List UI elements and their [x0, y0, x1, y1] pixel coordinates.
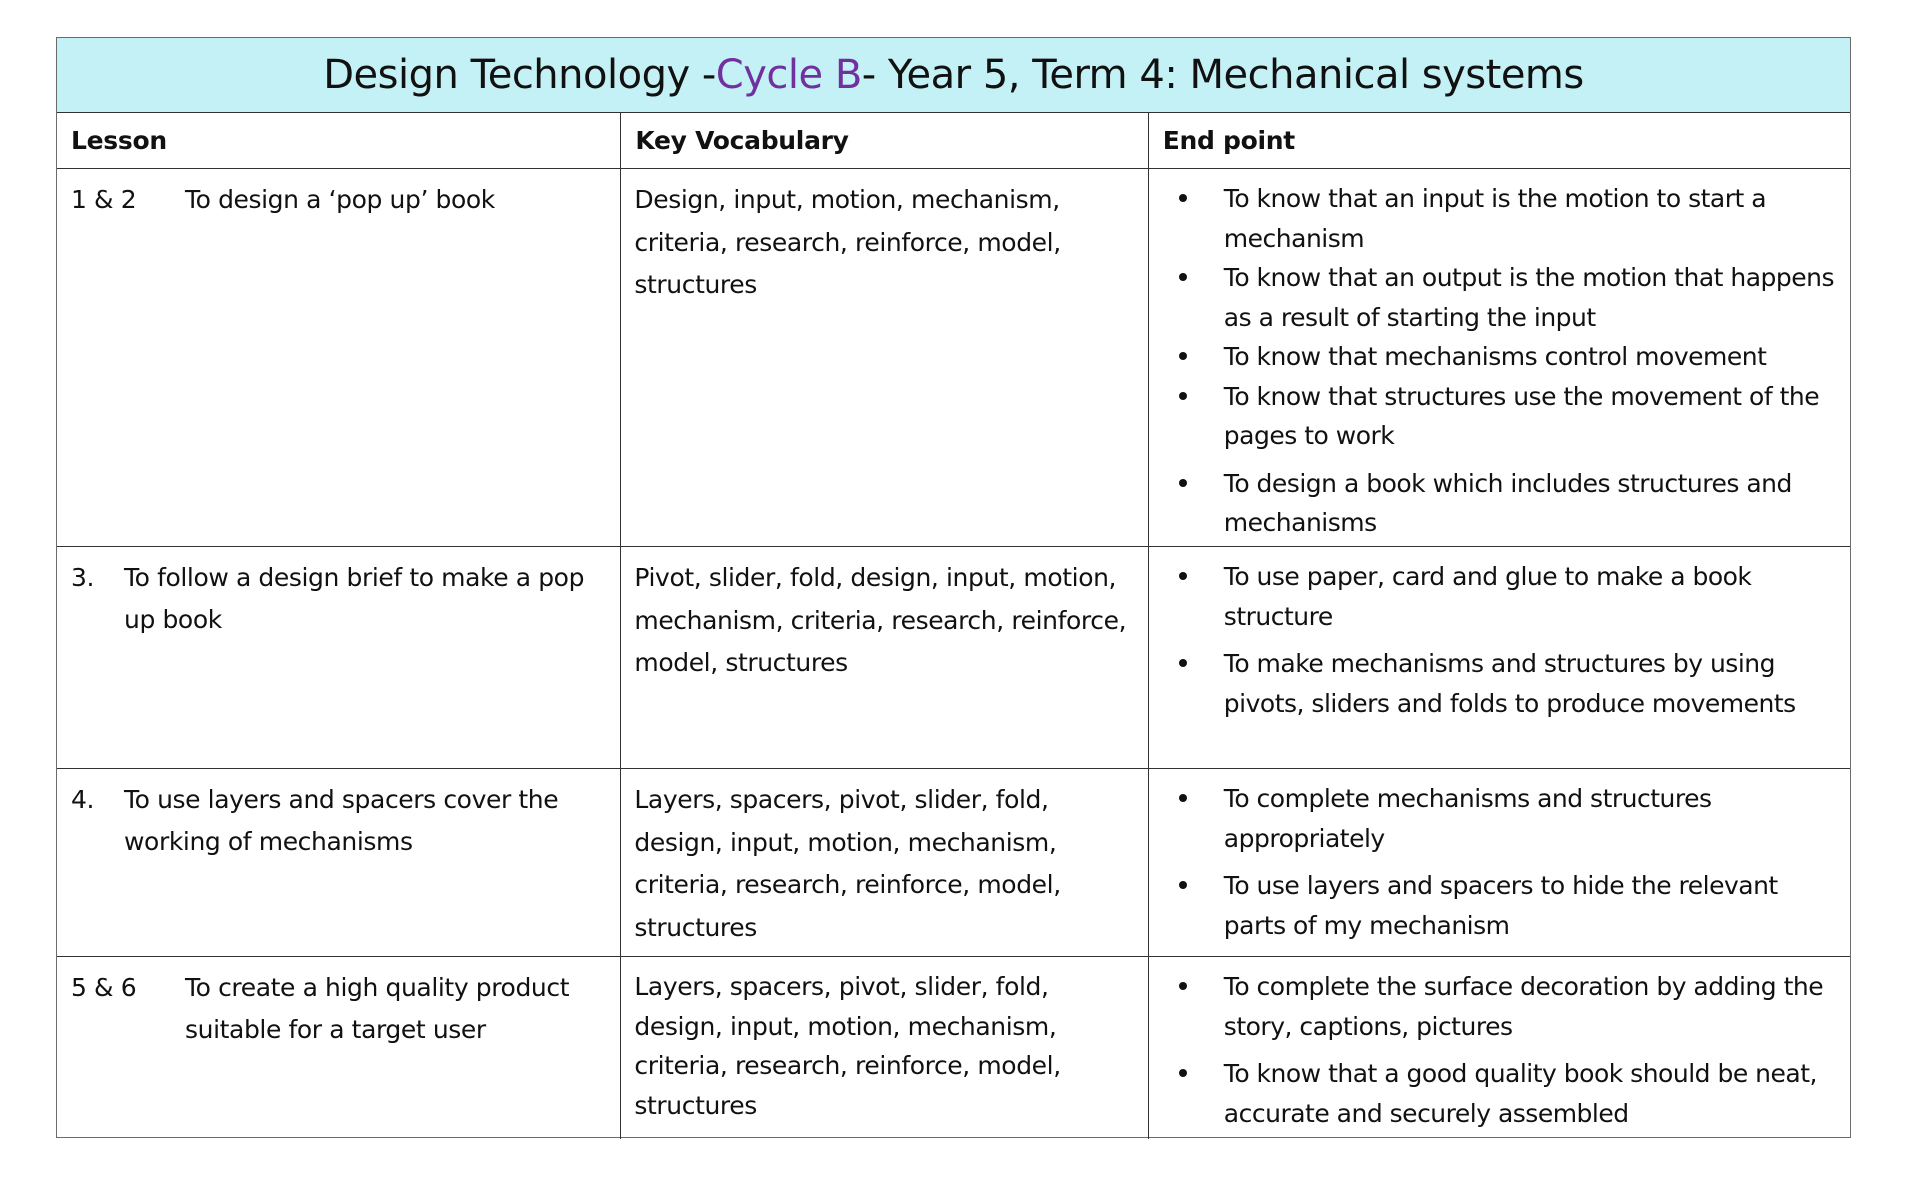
end-point-item	[1149, 258, 1842, 337]
bullet-icon	[1179, 881, 1187, 889]
bullet-icon	[1179, 572, 1187, 580]
end-point-cell	[1149, 769, 1850, 956]
end-point-item	[1149, 337, 1842, 377]
bullet-icon	[1179, 479, 1187, 487]
end-point-item	[1149, 464, 1842, 543]
end-point-text: To complete mechanisms and structures appropriately	[1223, 784, 1712, 853]
lesson-cell	[57, 769, 621, 956]
lesson-title: To create a high quality product suitable for a target user	[185, 973, 570, 1044]
end-point-text: To know that mechanisms control movement	[1223, 342, 1767, 371]
end-point-item	[1149, 1054, 1842, 1133]
end-point-item	[1149, 557, 1842, 636]
end-point-cell	[1149, 957, 1850, 1139]
table-row	[57, 547, 1850, 769]
bullet-icon	[1179, 194, 1187, 202]
column-header-vocabulary: Key Vocabulary	[621, 112, 1148, 168]
end-point-item	[1149, 967, 1842, 1046]
title-suffix: - Year 5, Term 4: Mechanical systems	[861, 52, 1584, 98]
table-row	[57, 769, 1850, 957]
table-body	[57, 112, 1850, 1137]
bullet-icon	[1179, 794, 1187, 802]
end-point-item	[1149, 377, 1842, 456]
column-header-end-point: End point	[1162, 126, 1295, 155]
bullet-icon	[1179, 273, 1187, 281]
end-point-list	[1149, 967, 1842, 1133]
bullet-icon	[1179, 1069, 1187, 1077]
end-point-list	[1149, 179, 1842, 543]
lesson-cell	[57, 957, 621, 1139]
table-header-row	[57, 112, 1850, 169]
lesson-title: To use layers and spacers cover the working of mechanisms	[124, 785, 559, 856]
column-header-lesson: Lesson	[57, 112, 621, 168]
end-point-text: To use paper, card and glue to make a book structure	[1223, 562, 1752, 631]
lesson-title: To design a ‘pop up’ book	[185, 185, 495, 214]
end-point-cell	[1149, 547, 1850, 768]
end-point-text: To know that structures use the movement of the pages to work	[1223, 381, 1820, 450]
table-row	[57, 169, 1850, 547]
end-point-text: To complete the surface decoration by adding the story, captions, pictures	[1223, 972, 1824, 1041]
lesson-cell	[57, 169, 621, 546]
end-point-text: To know that an input is the motion to start a mechanism	[1223, 184, 1767, 253]
end-point-text: To design a book which includes structures and mechanisms	[1223, 468, 1792, 537]
end-point-list	[1149, 779, 1842, 945]
end-point-text: To know that an output is the motion that happens as a result of starting the input	[1223, 263, 1835, 332]
vocabulary-cell: Layers, spacers, pivot, slider, fold, design, input, motion, mechanism, criteria, research, reinforce, model, structures	[621, 769, 1148, 956]
end-point-text: To use layers and spacers to hide the relevant parts of my mechanism	[1223, 871, 1778, 940]
end-point-item	[1149, 179, 1842, 258]
lesson-title: To follow a design brief to make a pop up book	[124, 563, 585, 634]
title-cycle: Cycle B	[715, 52, 862, 98]
end-point-text: To know that a good quality book should be neat, accurate and securely assembled	[1223, 1059, 1817, 1128]
bullet-icon	[1179, 392, 1187, 400]
vocabulary-cell: Pivot, slider, fold, design, input, motion, mechanism, criteria, research, reinforce, model, structures	[621, 547, 1148, 768]
end-point-item	[1149, 779, 1842, 858]
lesson-number: 5 & 6	[71, 973, 137, 1002]
curriculum-table	[56, 37, 1851, 1138]
table-row	[57, 957, 1850, 1139]
end-point-text: To make mechanisms and structures by using pivots, sliders and folds to produce movements	[1223, 649, 1796, 718]
bullet-icon	[1179, 352, 1187, 360]
lesson-number: 3.	[71, 563, 95, 592]
vocabulary-cell: Layers, spacers, pivot, slider, fold, design, input, motion, mechanism, criteria, research, reinforce, model, structures	[621, 957, 1148, 1139]
title-prefix: Design Technology -	[323, 52, 716, 98]
end-point-list	[1149, 557, 1842, 723]
lesson-number: 1 & 2	[71, 185, 137, 214]
bullet-icon	[1179, 982, 1187, 990]
lesson-cell	[57, 547, 621, 768]
end-point-item	[1149, 866, 1842, 945]
page-title	[57, 38, 1850, 113]
end-point-cell	[1149, 169, 1850, 546]
end-point-item	[1149, 644, 1842, 723]
vocabulary-cell: Design, input, motion, mechanism, criteria, research, reinforce, model, structures	[621, 169, 1148, 546]
bullet-icon	[1179, 659, 1187, 667]
lesson-number: 4.	[71, 785, 95, 814]
